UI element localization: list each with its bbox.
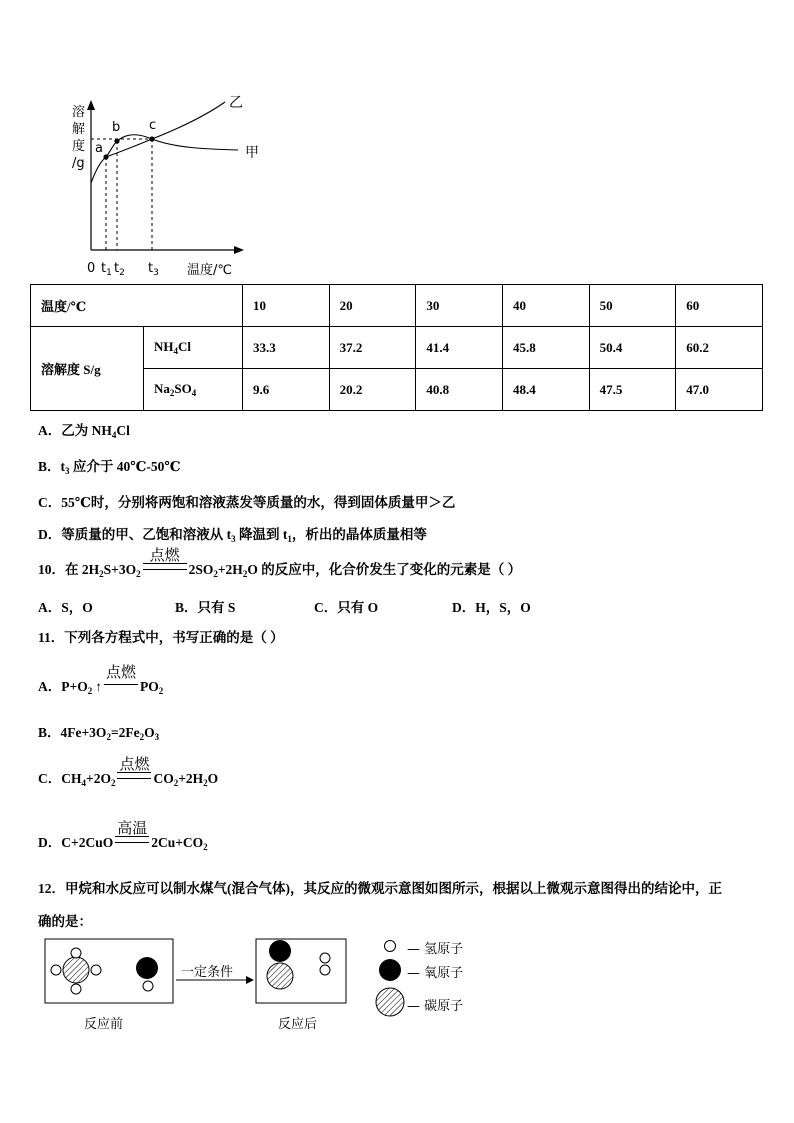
curve-label-jia: 甲 [245,145,259,161]
oxygen-atom [269,940,291,962]
table-cell: 20 [329,285,416,327]
label-t2: $t_2$ [114,261,125,278]
temp-header: 温度/℃ [31,285,243,327]
hydrogen-atom [51,965,61,975]
table-cell: 40.8 [416,369,503,411]
arrow-label: 一定条件 [181,965,234,980]
point-b [114,138,119,143]
label-t1: $t_1$ [101,261,112,278]
label-b: b [112,120,121,135]
q9-option-c: C．55℃时，分别将两饱和溶液蒸发等质量的水，得到固体质量甲＞乙 [38,495,456,510]
legend-hydrogen-icon [385,941,396,952]
label-c: c [149,118,157,133]
legend-oxygen-icon [379,959,401,981]
q10-stem: 10．在 $2H_2S+3O_2$ 点燃 $2SO_2+2H_2O$ 的反应中，化合价发生了变化的元素是（ ） [38,546,522,579]
solubility-table [30,284,763,411]
legend-carbon-icon [376,988,404,1016]
q9-option-b: B．$t_3$ 应介于 40℃-50℃ [38,459,181,476]
carbon-atom [267,963,293,989]
before-label: 反应前 [84,1017,124,1032]
y-char-3: 度 [72,139,86,154]
table-cell: 47.5 [589,369,676,411]
label-t3: $t_3$ [148,261,159,278]
q12-stem-line1: 12．甲烷和水反应可以制水煤气(混合气体)，其反应的微观示意图如图所示，根据以上微观示意图得出的结论中，正 [38,881,722,896]
curve-label-yi: 乙 [229,95,243,111]
q10-option-b: B．只有 S [175,600,236,615]
hydrogen-atom [320,953,330,963]
q11-stem: 11．下列各方程式中，书写正确的是（ ） [38,630,284,645]
x-axis-arrow [234,246,244,254]
table-cell: 47.0 [676,369,763,411]
point-a [103,154,108,159]
legend-oxygen: — 氧原子 [407,966,464,981]
q10-option-c: C．只有 O [314,600,379,615]
condition-ignite: 点燃 [104,679,138,695]
table-cell: 33.3 [243,327,330,369]
q11-option-b: B．$4Fe+3O_2=2Fe_2O_3$ [38,725,160,742]
q11-option-c: C．$CH_4+2O_2$ 点燃 $CO_2+2H_2O$ [38,755,219,788]
table-cell: 45.8 [502,327,589,369]
table-cell: 50.4 [589,327,676,369]
na2so4-label: $Na_2SO_4$ [144,369,243,411]
y-char-4: /g [72,156,85,171]
q11-option-a: A．$P+O_2$ ↑ 点燃 $PO_2$ [38,663,164,696]
q11-option-d: D．C+2CuO 高温 $2Cu+CO_2$ [38,819,208,852]
table-cell: 37.2 [329,327,416,369]
condition-ignite: 点燃 [117,771,151,787]
after-label: 反应后 [278,1017,318,1032]
oxygen-atom [136,957,158,979]
q12-stem-line2: 确的是： [38,914,92,929]
q10-option-a: A．S，O [38,600,93,615]
hydrogen-atom [91,965,101,975]
x-axis-label: 温度/℃ [187,263,232,278]
hydrogen-atom [71,948,81,958]
condition-ignite: 点燃 [143,562,187,578]
point-c [149,136,154,141]
q9-option-a: A．乙为 $NH_4Cl$ [38,423,130,440]
y-char-1: 溶 [72,105,86,120]
hydrogen-atom [143,981,153,991]
table-cell: 41.4 [416,327,503,369]
curve-yi [91,102,225,183]
table-row [31,327,763,369]
label-origin: 0 [87,261,96,276]
table-cell: 60 [676,285,763,327]
graph-svg [0,0,794,284]
y-char-2: 解 [72,122,86,137]
q9-option-d: D．等质量的甲、乙饱和溶液从 $t_3$ 降温到 $t_1$，析出的晶体质量相等 [38,527,427,544]
table-row [31,285,763,327]
y-axis-arrow [87,100,95,110]
curve-jia [106,135,238,157]
nh4cl-label: $NH_4Cl$ [144,327,243,369]
table-cell: 40 [502,285,589,327]
table-cell: 20.2 [329,369,416,411]
table-cell: 10 [243,285,330,327]
label-a: a [95,141,103,156]
table-cell: 9.6 [243,369,330,411]
legend-carbon: — 碳原子 [407,999,464,1014]
reaction-arrow-head [246,976,254,984]
hydrogen-atom [320,965,330,975]
solubility-label: 溶解度 S/g [31,327,144,411]
hydrogen-atom [71,984,81,994]
table-cell: 50 [589,285,676,327]
y-axis-label [72,104,85,172]
table-cell: 60.2 [676,327,763,369]
table-cell: 30 [416,285,503,327]
carbon-atom [63,957,89,983]
legend-hydrogen: — 氢原子 [407,942,464,957]
condition-high-temp: 高温 [115,835,149,851]
table-cell: 48.4 [502,369,589,411]
q10-option-d: D．H，S，O [452,600,531,615]
